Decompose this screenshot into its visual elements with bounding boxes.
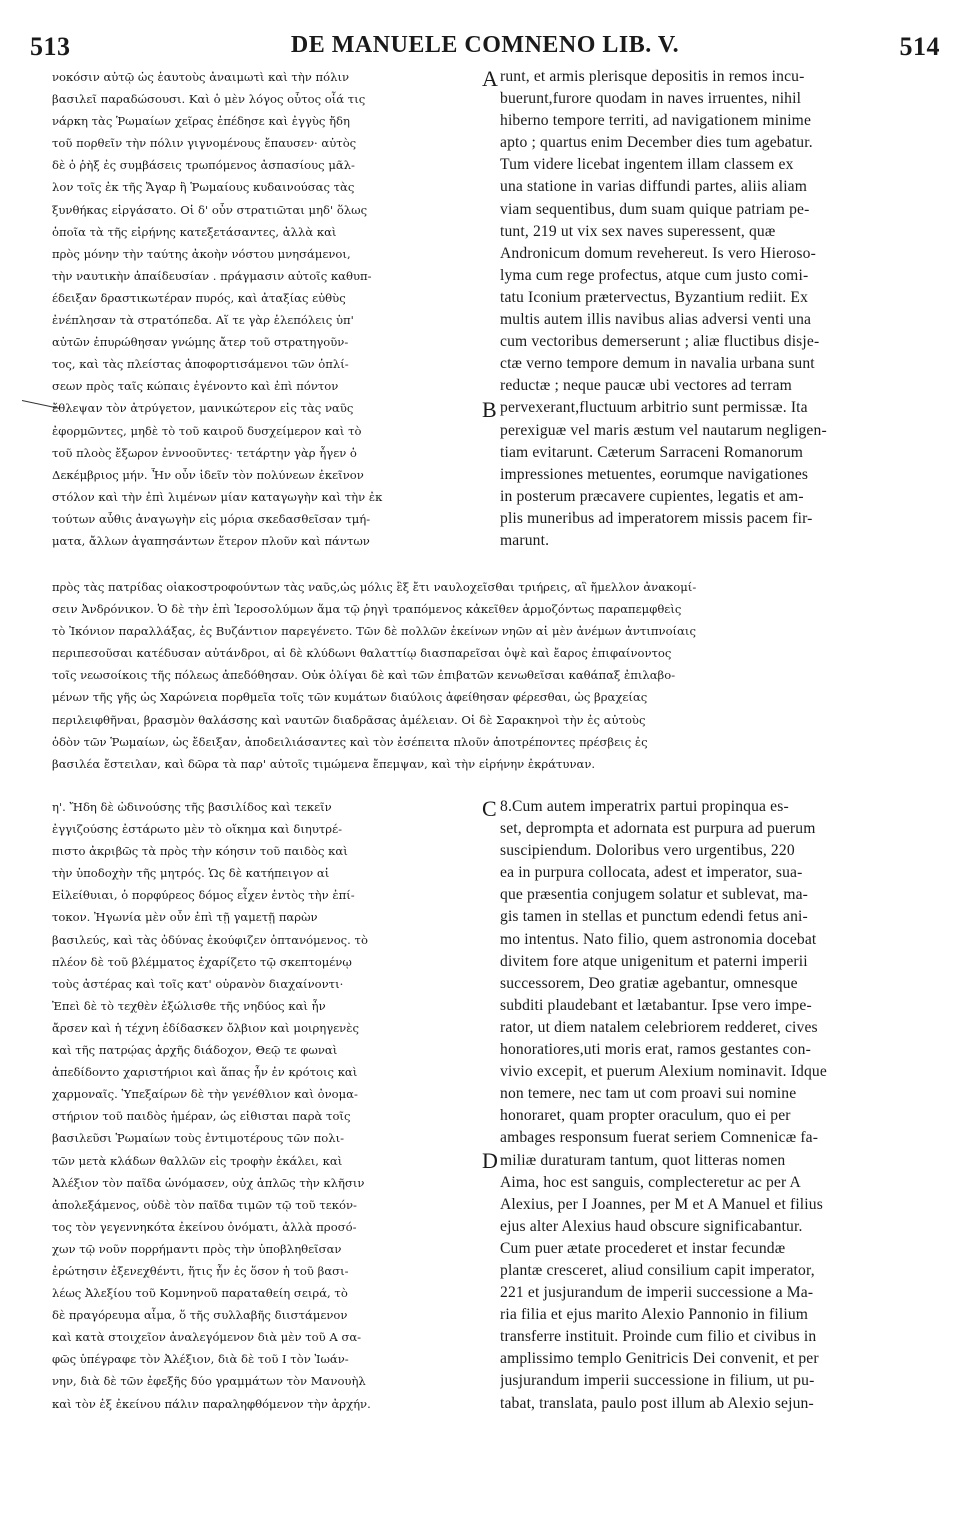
latin-text-line: transferre instituit. Proinde cum filio et civibus in (500, 1328, 817, 1346)
latin-text-line: pervexerant,fluctuum arbitrio sunt permissæ. Ita (500, 399, 808, 417)
latin-text-line: tunt, 219 ut vix sex naves superessent, quæ (500, 222, 776, 240)
latin-text-line: suscipiendum. Doloribus vero urgentibus, 220 (500, 842, 795, 860)
greek-text-line: τῶν μετὰ κλάδων θαλλῶν εἰς τροφὴν ἐκάλει, καὶ (52, 1153, 343, 1168)
latin-text-line: ctæ verno tempore demum in navalia urbana sunt (500, 355, 815, 373)
latin-text-line: ambages responsum fuerat seriem Comnenicæ fa- (500, 1129, 819, 1147)
latin-text-line: amplissimo templo Genitricis Dei convenit, et per (500, 1350, 819, 1368)
greek-text-line: τοῦ πορθεῖν τὴν πόλιν γιγνομένους ἔπαυσεν· αὐτὸς (52, 136, 357, 151)
greek-text-line: περιλειφθῆναι, βρασμὸν θαλάσσης καὶ ναυτῶν διαδρᾶσας ἀμέλειαν. Οἱ δὲ Σαρακηνοὶ τὴν ἐς αὐτοὺς (52, 712, 646, 727)
latin-text-line: 221 et jusjurandum de imperii successione a Ma- (500, 1284, 814, 1302)
latin-text-line: 8.Cum autem imperatrix partui propinqua es- (500, 798, 789, 815)
greek-text-line: βασιλεύς, καὶ τὰς ὀδύνας ἐκούφιζεν ὀπτανόμενος. τὸ (52, 932, 368, 947)
greek-column-bottom (52, 796, 492, 1415)
greek-text-line: τὸ Ἰκόνιον παραλλάξας, ἐς Βυζάντιον παρεγένετο. Τῶν δὲ πολλῶν ἐκείνων νηῶν αἱ μὲν ἀνέμων ἀντιπνοίαις (52, 624, 696, 639)
greek-text-line: καὶ κατὰ στοιχεῖον ἀναλεγόμενον διὰ μὲν τοῦ Α σα- (52, 1330, 362, 1345)
latin-text-line: hiberno tempore territi, ad navigationem minime (500, 112, 812, 130)
latin-text-line: viam sequentibus, dum suam quique patriam pe- (500, 200, 810, 218)
greek-text-line: σεων πρὸς ταῖς κώπαις ἐγένοντο καὶ ἐπὶ πόντον (52, 379, 339, 394)
greek-text-line: έδειξαν δραστικωτέραν πυρός, καὶ ἀταξίας εὐθὺς (52, 290, 346, 305)
greek-text-line: πλέον δὲ τοῦ βλέμματος ἐχαρίζετο τῷ σκεπτομένῳ (52, 954, 352, 969)
greek-text-line: Ἀλέξιον τὸν παῖδα ὠνόμασεν, οὐχ ἁπλῶς τὴν κλῆσιν (52, 1175, 365, 1190)
greek-text-line: χων τῷ νοῦν πορρήμαντι πρὸς τὴν ὑποβληθεῖσαν (52, 1241, 342, 1256)
latin-text-line: successorem, Deo gratiæ agebantur, omnesque (500, 974, 798, 992)
latin-text-line: tatu Iconium prætervectus, Byzantium rediit. Ex (500, 288, 809, 306)
page-number-right: 514 (899, 32, 940, 61)
latin-text-line: Tum videre licebat ingentem illam classem ex (500, 156, 794, 174)
margin-marker-c: C (482, 796, 497, 821)
greek-text-line: τοῖς νεωσοίκοις τῆς πόλεως ἀπεδόθησαν. Οὐκ ὀλίγαι δὲ καὶ τῶν ἐπιβατῶν κενωθεῖσαι καθάπαξ ἐπιλαβο- (52, 668, 676, 683)
latin-column-top (500, 66, 932, 552)
latin-text-line: lyma cum rege profectus, atque cum justo comi- (500, 266, 809, 284)
latin-text-line: perexiguæ vel maris æstum vel nautarum negligen- (500, 421, 827, 439)
greek-column-top (52, 66, 492, 552)
latin-text-line: Andronicum domum revehereut. Is vero Hieroso- (500, 244, 816, 262)
greek-text-line: τὴν ὑποδοχὴν τῆς μητρός. Ὡς δὲ κατήπειγον αἱ (52, 866, 330, 881)
greek-text-line: ὁδὸν τῶν Ῥωμαίων, ὡς ἔδειξαν, ἀποδειλιάσαντες καὶ τὸν ἐσέπειτα πλοῦν ἀποτρέποντες πρέσβεις ἐς (52, 734, 648, 749)
latin-text-line: ria filia et ejus marito Alexio Pannonio in filium (500, 1306, 809, 1324)
latin-text-line: jusjurandum imperii successione in filium, ut pu- (500, 1372, 815, 1390)
latin-text-line: una statione in varias diffundi partes, aliis aliam (500, 178, 808, 196)
greek-text-line: πρὸς μόνην τὴν ταύτης ἀκοὴν νόστου μνησάμενοι, (52, 246, 351, 261)
page-number-left: 513 (30, 32, 71, 61)
margin-marker-d: D (482, 1148, 498, 1173)
latin-text-line: Cum puer ætate procederet et instar fecundæ (500, 1239, 786, 1257)
latin-text-line: rator, ut diem natalem celebriorem redderet, cives (500, 1018, 818, 1036)
latin-text-line: set, deprompta et adornata est purpura ad puerum (500, 820, 816, 838)
latin-text-line: que præsentia conjugem solatur et sublevat, ma- (500, 886, 809, 904)
latin-text-line: buerunt,furore quodam in naves irruentes, nihil (500, 90, 802, 108)
greek-text-line: τοκον. Ἠγωνία μὲν οὖν ἐπὶ τῇ γαμετῇ παρὼν (52, 910, 318, 925)
greek-text-line: Δεκέμβριος μήν. Ἦν οὖν ἰδεῖν τὸν πολύνεων ἐκεῖνον (52, 467, 364, 482)
latin-text-line: ejus alter Alexius haud obscure significabantur. (500, 1217, 803, 1235)
running-title: DE MANUELE COMNENO LIB. V. (290, 32, 680, 58)
latin-text-line: gis tamen in stellas et punctum edendi fetus ani- (500, 908, 808, 926)
greek-text-line: τος τὸν γεγεννηκότα ἐκείνου ὀνόματι, ἀλλὰ προσό- (52, 1219, 357, 1234)
greek-text-line: ἀπεδίδοντο χαριστήριοι καὶ ἅπας ἦν ἐν κρότοις καὶ (52, 1065, 358, 1080)
greek-text-line: στήριον τοῦ παιδὸς ἡμέραν, ὡς εἰθισται παρὰ τοῖς (52, 1109, 351, 1124)
latin-text-line: marunt. (500, 531, 550, 549)
greek-text-line: ὁποῖα τὰ τῆς εἰρήνης κατεξετάσαντες, ἀλλὰ καὶ (52, 224, 337, 239)
greek-text-line: μένων τῆς γῆς ὡς Χαρώνεια πορθμεῖα τοῖς τῶν κυμάτων διαύλοις ἀφείθησαν φέρεσθαι, ὡς βραχείας (52, 690, 648, 705)
greek-text-line: ἐφορμῶντες, μηδὲ τὸ τοῦ καιροῦ δυσχείμερον καὶ τὸ (52, 423, 362, 438)
latin-text-line: cum vectoribus demerserunt ; aliæ fluctibus disje- (500, 333, 820, 351)
latin-text-line: plis muneribus ad imperatorem missis pacem fir- (500, 509, 813, 527)
latin-text-line: apto ; quartus enim December dies tum agebatur. (500, 134, 813, 152)
latin-text-line: non temere, nec tam ut com proavi sui nomine (500, 1085, 797, 1103)
greek-text-line: αὐτῶν ἐπυρώθησαν γνώμης ἄτερ τοῦ στρατηγοῦν- (52, 335, 349, 350)
latin-text-line: multis autem illis navibus alias adversi venti una (500, 311, 812, 329)
greek-text-line: δὲ ὁ ῥὴξ ἐς συμβάσεις τρωπόμενος ἀσπασίους μᾶλ- (52, 158, 355, 173)
greek-text-line: τούτων αὖθις ἀναγωγὴν εἰς μόρια σκεδασθεῖσαν τμή- (52, 511, 371, 526)
latin-text-line: miliæ duraturam tantum, quot litteras nomen (500, 1151, 786, 1169)
greek-text-line: βασιλεῖ παραδώσουσι. Καὶ ὁ μὲν λόγος οὗτος οἷά τις (52, 92, 366, 107)
latin-text-line: tiam evitarunt. Cæterum Sarraceni Romanorum (500, 443, 804, 461)
greek-text-line: ξυνθήκας εἰργάσατο. Οἱ δ' οὖν στρατιῶται μηδ' ὅλως (52, 202, 368, 217)
greek-text-line: χαρμοναῖς. Ὑπεξαίρων δὲ τὴν γενέθλιον καὶ ὀνομα- (52, 1087, 358, 1102)
latin-text-line: subditi plaudebant et lætabantur. Ipse vero impe- (500, 996, 812, 1014)
greek-text-line: ματα, ἄλλων ἀγαπησάντων ἕτερον πλοῦν καὶ πάντων (52, 533, 370, 548)
greek-text-line: νην, διὰ δὲ τῶν ἐφεξῆς δύο γραμμάτων τὸν Μανουὴλ (52, 1374, 366, 1389)
greek-text-line: τοὺς ἀστέρας καὶ τοῖς κατ' οὐρανὸν διαχαίνοντι· (52, 976, 344, 991)
greek-text-line: πιστο ἀκριβῶς τὰ πρὸς τὴν κόησιν τοῦ παιδὸς καὶ (52, 844, 348, 859)
latin-text-line: plantæ cresceret, aliud consilium capit imperator, (500, 1261, 815, 1279)
latin-text-line: tabat, translata, paulo post illum ab Alexio sejun- (500, 1394, 814, 1412)
latin-text-line: vivio excepit, et puerum Alexium nominavit. Idque (500, 1063, 827, 1081)
greek-text-line: ἐρώτησιν ἐξενεχθέντι, ἥτις ἦν ἐς ὅσον ἡ τοῦ βασι- (52, 1263, 349, 1278)
greek-text-line: δὲ πραγόρευμα αἷμα, ὅ τῆς συλλαβῆς διιστάμενον (52, 1308, 348, 1323)
greek-full-width-paragraph (52, 576, 924, 775)
latin-text-line: reductæ ; neque paucæ ubi vectores ad terram (500, 377, 792, 395)
latin-text-line: Aima, hoc est sanguis, complecteretur ac per A (500, 1173, 801, 1191)
greek-text-line: νάρκη τὰς Ῥωμαίων χεῖρας ἐπέδησε καὶ ἐγγὺς ἤδη (52, 114, 350, 129)
latin-text-line: Alexius, per I Joannes, per M et A Manuel et filius (500, 1195, 823, 1213)
greek-text-line: νοκόσιν αὐτῷ ὡς ἑαυτοὺς ἀναιμωτὶ καὶ τὴν πόλιν (52, 70, 350, 84)
greek-text-line: βασιλέα ἔστειλαν, καὶ δῶρα τὰ παρ' αὐτοῖς τιμώμενα ἔπεμψαν, καὶ τὴν εἰρήνην ἐκράτυναν. (52, 756, 596, 771)
greek-text-line: ἐγγιζούσης ἐστάρωτο μὲν τὸ οἴκημα καὶ διηυτρέ- (52, 822, 343, 837)
greek-text-line: τοῦ πλοὸς ἔξωρον ἐννοοῦντες· τετάρτην γὰρ ἦγεν ὁ (52, 445, 357, 460)
latin-text-line: ea in purpura collocata, adest et imperator, sua- (500, 864, 803, 882)
greek-text-line: λον τοῖς ἐκ τῆς Ἄγαρ ἢ Ῥωμαίους κυδαινούσας τὰς (52, 180, 355, 195)
greek-text-line: λέως Ἀλεξίου τοῦ Κομνηνοῦ παραταθείη σειρά, τὸ (52, 1286, 348, 1301)
latin-text-line: in posterum præcavere cupientes, legatis et am- (500, 487, 804, 505)
greek-text-line: καὶ τῆς πατρῴας ἀρχῆς διάδοχον, Θεῷ τε φωναὶ (52, 1043, 338, 1058)
latin-text-line: divitem fore atque unigenitum et paterni imperii (500, 952, 808, 970)
page-header (30, 22, 940, 62)
greek-text-line: ἐνέπλησαν τὰ στρατόπεδα. Αἵ τε γὰρ ἑλεπόλεις ὑπ' (52, 313, 354, 328)
greek-text-line: ἀπολεξάμενος, οὐδὲ τὸν παῖδα τιμῶν τῷ τοῦ τεκόν- (52, 1197, 357, 1212)
latin-text-line: honoraret, quam propter oraculum, quo ei per (500, 1107, 791, 1125)
greek-text-line: η'. Ἤδη δὲ ὠδινούσης τῆς βασιλίδος καὶ τεκεῖν (52, 800, 332, 814)
latin-text-line: honoratiores,uti moris erat, ramos gestantes con- (500, 1041, 811, 1059)
greek-text-line: ἄρσεν καὶ ἡ τέχνη ἐδίδασκεν ὄλβιον καὶ μοιρηγενὲς (52, 1020, 359, 1035)
greek-text-line: πρὸς τὰς πατρίδας οἰακοστροφούντων τὰς ναῦς,ὡς μόλις ἓξ ἔτι ναυλοχεῖσθαι τριήρεις, αἳ ἤμελλον ἀνακομί- (52, 580, 697, 594)
greek-text-line: τὴν ναυτικὴν ἀπαίδευσίαν . πράγμασιν αὐτοῖς καθυπ- (52, 268, 372, 283)
greek-text-line: φῶς ὑπέγραφε τὸν Ἀλέξιον, διὰ δὲ τοῦ Ι τὸν Ἰωάν- (52, 1352, 349, 1367)
latin-text-line: impressiones metuentes, eorumque navigationes (500, 465, 809, 483)
latin-text-line: runt, et armis plerisque depositis in remos incu- (500, 68, 805, 85)
greek-text-line: ἔθλεψαν τὸν ἀτρύγετον, μανικώτερον εἰς τὰς ναῦς (52, 401, 354, 416)
greek-text-line: τος, καὶ τὰς πλείστας ἀποφορτισάμενοι τῶν ὁπλί- (52, 357, 349, 372)
greek-text-line: Εἰλείθυιαι, ὁ πορφύρεος δόμος εἶχεν ἐντὸς τὴν ἐπί- (52, 888, 355, 903)
greek-text-line: περιπεσοῦσαι κατέδυσαν αὐτάνδροι, αἱ δὲ κλύδωνι θαλαττίῳ διασπαρεῖσαι ὀψὲ καὶ ἔαρος ἐπιφαίνοντος (52, 646, 672, 661)
latin-text-line: mo intentus. Nato filio, quem astronomia docebat (500, 930, 817, 948)
greek-text-line: καὶ τὸν ἐξ ἐκείνου πάλιν παραληφθόμενον τὴν ἀρχήν. (52, 1396, 371, 1411)
margin-marker-b: B (482, 397, 497, 422)
greek-text-line: Ἐπεὶ δὲ τὸ τεχθὲν ἐξώλισθε τῆς νηδύος καὶ ἦν (52, 998, 326, 1013)
greek-text-line: σειν Ἀνδρόνικον. Ὁ δὲ τὴν ἐπὶ Ἱεροσολύμων ἅμα τῷ ῥηγὶ τραπόμενος κἀκεῖθεν ἁρμοζόντως παραπεμφθεὶς (52, 602, 682, 617)
greek-text-line: βασιλεῦσι Ῥωμαίων τοὺς ἐντιμοτέρους τῶν πολι- (52, 1131, 345, 1146)
greek-text-line: στόλον καὶ τὴν ἐπὶ λιμένων μίαν καταγωγὴν καὶ τὴν ἐκ (52, 489, 383, 504)
latin-column-bottom (500, 796, 932, 1415)
margin-marker-a: A (482, 66, 498, 91)
